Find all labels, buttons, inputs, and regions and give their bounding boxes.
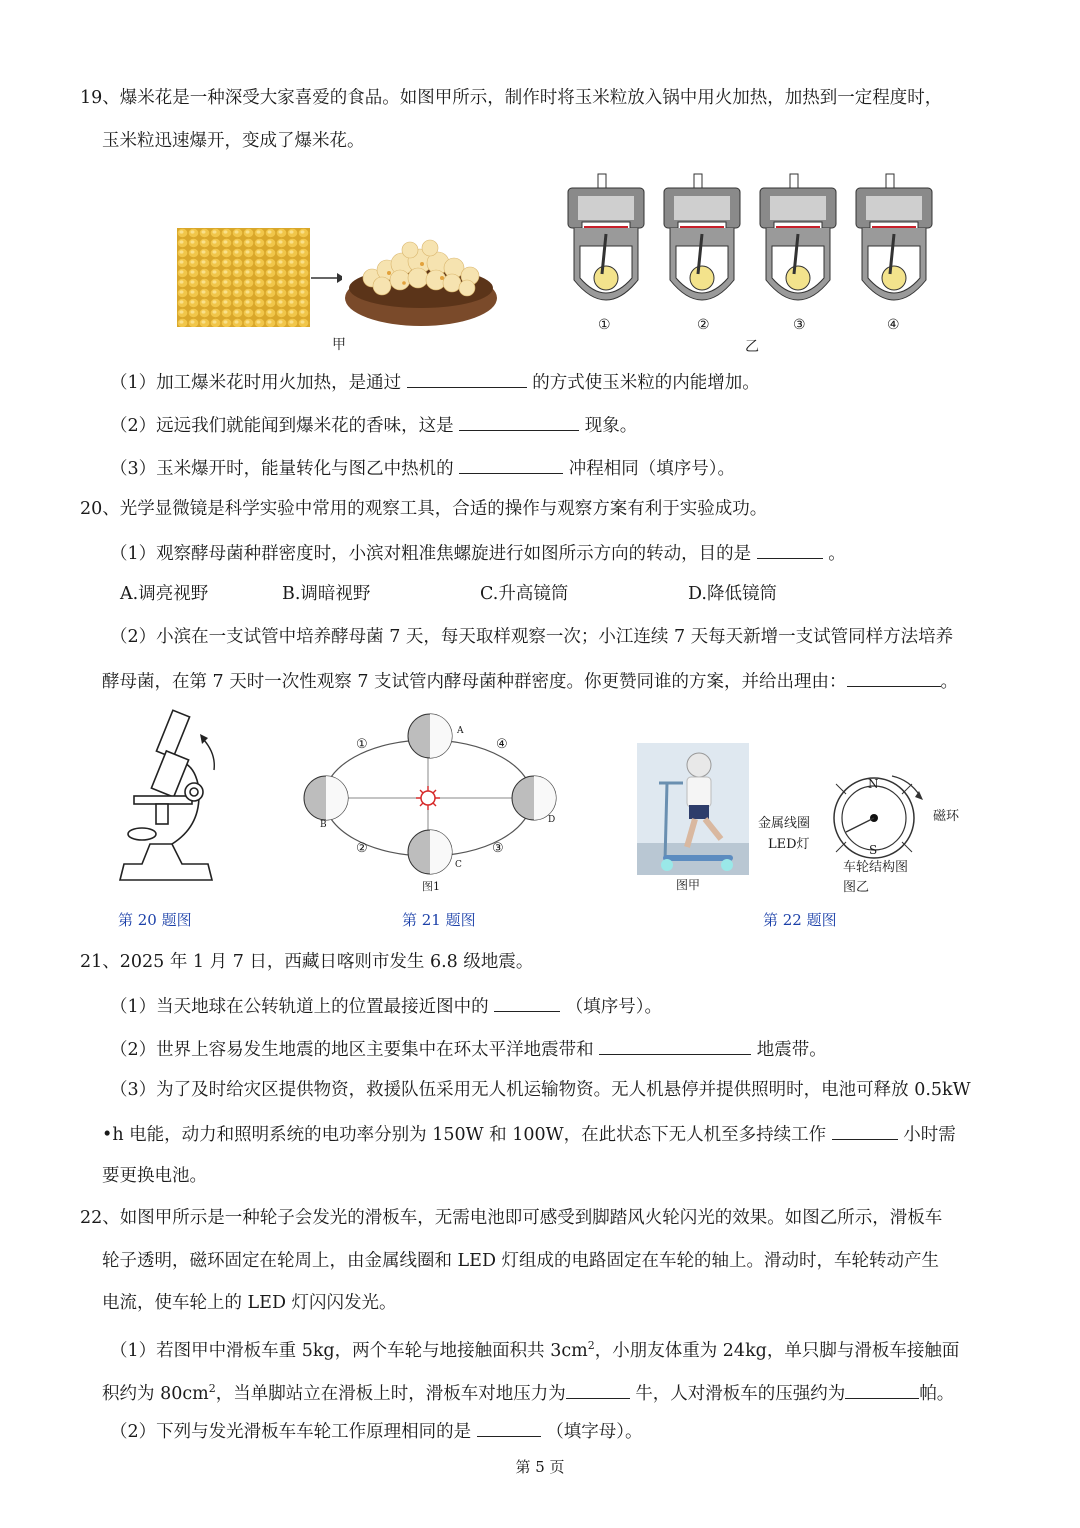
answer-blank[interactable] xyxy=(459,455,563,474)
q21-part3-line2: •h 电能，动力和照明系统的电功率分别为 150W 和 100W，在此状态下无人机至多持续工作 小时需 xyxy=(102,1121,956,1147)
scooter-photo xyxy=(637,743,749,875)
orbit-letter-c: C xyxy=(455,860,462,870)
corn-kernels-image xyxy=(177,228,310,327)
q20-option-d: D.降低镜筒 xyxy=(688,584,777,604)
fig-jia-22: 图甲 xyxy=(676,878,701,892)
q19-stem-line2: 玉米粒迅速爆开，变成了爆米花。 xyxy=(102,131,365,151)
orbit-letter-b: B xyxy=(320,820,327,830)
q21-part3-line1: （3）为了及时给灾区提供物资，救援队伍采用无人机运输物资。无人机悬停并提供照明时，电池可释放 0.5kW xyxy=(110,1080,971,1100)
engine-label-4: ④ xyxy=(887,317,900,333)
q19-part3: （3）玉米爆开时，能量转化与图乙中热机的 冲程相同（填序号）。 xyxy=(110,455,735,481)
q21-part3-line3: 要更换电池。 xyxy=(102,1166,207,1186)
engine-stroke-diagrams xyxy=(560,170,940,322)
q19-part2: （2）远远我们就能闻到爆米花的香味，这是 现象。 xyxy=(110,412,637,438)
answer-blank[interactable] xyxy=(459,412,579,431)
arrow-icon xyxy=(310,270,346,289)
engine-label-1: ① xyxy=(598,317,611,333)
wheel-struct-label: 车轮结构图 xyxy=(843,860,909,875)
orbit-pos-2: ② xyxy=(356,841,368,856)
wheel-n: N xyxy=(868,777,879,791)
q22-stem-line2: 轮子透明，磁环固定在轮周上，由金属线圈和 LED 灯组成的电路固定在车轮的轴上。滑动时，车轮转动产生 xyxy=(102,1251,940,1271)
answer-blank[interactable] xyxy=(494,993,560,1012)
q22-part1-line1: （1）若图甲中滑板车重 5kg，两个车轮与地接触面积共 $3cm^2$，小朋友体重为 24kg，单只脚与滑板车接触面 xyxy=(110,1339,960,1361)
q19-part1: （1）加工爆米花时用火加热，是通过 的方式使玉米粒的内能增加。 xyxy=(110,369,760,395)
q22-stem-line3: 电流，使车轮上的 LED 灯闪闪发光。 xyxy=(102,1293,397,1313)
q20-option-b: B.调暗视野 xyxy=(282,584,371,604)
engine-label-2: ② xyxy=(697,317,710,333)
q20-option-a: A.调亮视野 xyxy=(120,584,209,604)
q20-part2-line2: 酵母菌，在第 7 天时一次性观察 7 支试管内酵母菌种群密度。你更赞同谁的方案，并给出理由： 。 xyxy=(102,668,958,694)
earth-orbit-diagram xyxy=(298,706,564,900)
answer-blank[interactable] xyxy=(599,1036,751,1055)
answer-blank[interactable] xyxy=(566,1380,630,1399)
orbit-pos-1: ① xyxy=(356,737,368,752)
q20-part1: （1）观察酵母菌种群密度时，小滨对粗准焦螺旋进行如图所示方向的转动，目的是 。 xyxy=(110,540,846,566)
answer-blank[interactable] xyxy=(832,1121,898,1140)
wheel-s: S xyxy=(869,843,878,857)
answer-blank[interactable] xyxy=(407,369,527,388)
answer-blank[interactable] xyxy=(845,1380,919,1399)
orbit-pos-3: ③ xyxy=(492,841,504,856)
q20-option-c: C.升高镜筒 xyxy=(480,584,569,604)
fig-jia-label: 甲 xyxy=(332,337,346,353)
microscope-diagram xyxy=(112,704,222,898)
fig-yi-label: 乙 xyxy=(745,339,759,355)
caption-q21: 第 21 题图 xyxy=(402,911,476,929)
orbit-letter-d: D xyxy=(548,815,556,825)
q22-stem-line1: 22、如图甲所示是一种轮子会发光的滑板车，无需电池即可感受到脚踏风火轮闪光的效果。如图乙所示，滑板车 xyxy=(80,1208,943,1228)
q20-stem: 20、光学显微镜是科学实验中常用的观察工具，合适的操作与观察方案有利于实验成功。 xyxy=(80,499,768,519)
q19-stem-line1: 19、爆米花是一种深受大家喜爱的食品。如图甲所示，制作时将玉米粒放入锅中用火加热，加热到一定程度时， xyxy=(80,88,943,108)
answer-blank[interactable] xyxy=(477,1418,541,1437)
caption-q20: 第 20 题图 xyxy=(118,911,192,929)
q22-part2: （2）下列与发光滑板车车轮工作原理相同的是 （填字母）。 xyxy=(110,1418,643,1444)
q22-part1-line2: 积约为 $80cm^2$，当单脚站立在滑板上时，滑板车对地压力为 牛，人对滑板车的压强约为 帕。 xyxy=(102,1377,954,1406)
answer-blank[interactable] xyxy=(757,540,823,559)
orbit-caption: 图1 xyxy=(422,880,440,893)
orbit-letter-a: A xyxy=(457,726,464,736)
wheel-led-label: LED灯 xyxy=(768,837,810,852)
caption-q22: 第 22 题图 xyxy=(763,911,837,929)
q21-part1: （1）当天地球在公转轨道上的位置最接近图中的 （填序号）。 xyxy=(110,993,662,1019)
page-number: 第 5 页 xyxy=(515,1458,565,1476)
q21-stem: 21、2025 年 1 月 7 日，西藏日喀则市发生 6.8 级地震。 xyxy=(80,952,534,972)
q21-part2: （2）世界上容易发生地震的地区主要集中在环太平洋地震带和 地震带。 xyxy=(110,1036,827,1062)
orbit-pos-4: ④ xyxy=(496,737,508,752)
answer-blank[interactable] xyxy=(847,668,941,687)
fig-yi-22: 图乙 xyxy=(843,880,870,895)
q20-part2-line1: （2）小滨在一支试管中培养酵母菌 7 天，每天取样观察一次；小江连续 7 天每天新增一支试管同样方法培养 xyxy=(110,627,954,647)
wheel-coil-label: 金属线圈 xyxy=(758,816,811,831)
engine-label-3: ③ xyxy=(793,317,806,333)
popcorn-bowl-image xyxy=(342,228,500,328)
wheel-magnet-label: 磁环 xyxy=(933,809,960,824)
